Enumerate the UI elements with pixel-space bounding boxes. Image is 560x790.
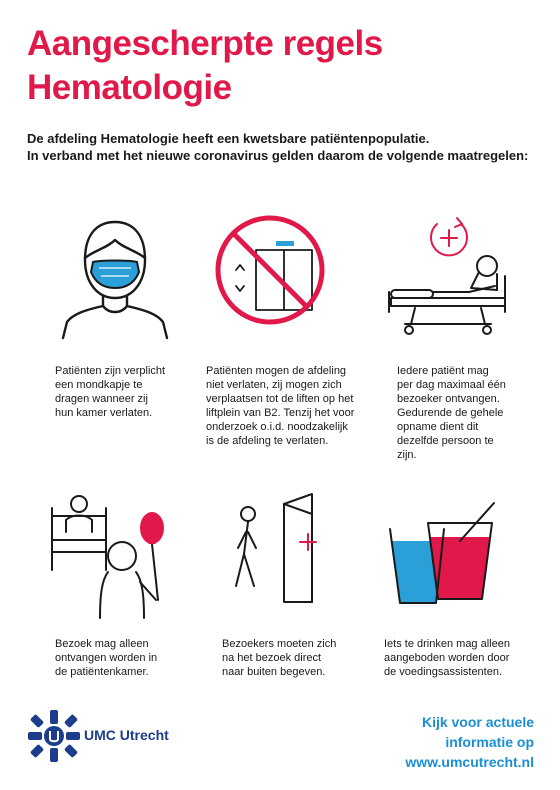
rule-line: Patiënten mogen de afdeling: [206, 365, 347, 377]
rule-line: de patiëntenkamer.: [55, 666, 149, 678]
rule-line: zijn.: [397, 449, 417, 461]
cta-line-2: informatie op: [445, 734, 534, 750]
rule-line: Gedurende de gehele: [397, 407, 504, 419]
rule-line: Iets te drinken mag alleen: [384, 638, 510, 650]
rule-text-leave: [222, 637, 336, 679]
rule-line: liftplein van B2. Tenzij het voor: [206, 407, 355, 419]
rule-line: Iedere patiënt mag: [397, 365, 489, 377]
website-link[interactable]: www.umcutrecht.nl: [405, 754, 534, 770]
visitor-with-balloon-icon: [48, 490, 178, 620]
rule-line: Bezoekers moeten zich: [222, 638, 337, 650]
rule-line: niet verlaten, zij mogen zich: [206, 379, 342, 391]
rule-line: een mondkapje te: [55, 379, 143, 391]
title-line-1: Aangescherpte regels: [27, 24, 383, 63]
rule-line: Bezoek mag alleen: [55, 638, 149, 650]
rule-line: opname dient dit: [397, 421, 479, 433]
rule-line: is de afdeling te verlaten.: [206, 435, 329, 447]
page-title: [27, 22, 383, 110]
rule-line: Patiënten zijn verplicht: [55, 365, 166, 377]
title-line-2: Hematologie: [27, 68, 232, 107]
umc-utrecht-logo-icon: [26, 706, 82, 766]
rule-line: na het bezoek direct: [222, 652, 322, 664]
cta-line-1: Kijk voor actuele: [421, 714, 534, 730]
intro-line-1: De afdeling Hematologie heeft een kwetsbare patiëntenpopulatie.: [27, 131, 430, 146]
rule-line: onderzoek o.i.d. noodzakelijk: [206, 421, 348, 433]
drinks-glasses-icon: [386, 495, 516, 607]
patient-in-bed-icon: [385, 212, 511, 342]
rule-text-elevator: [206, 364, 354, 448]
rule-line: de voedingsassistenten.: [384, 666, 503, 678]
rule-line: per dag maximaal één: [397, 379, 506, 391]
footer-cta: [405, 712, 534, 772]
rule-line: aangeboden worden door: [384, 652, 510, 664]
rule-line: dragen wanneer zij: [55, 393, 148, 405]
rule-line: ontvangen worden in: [55, 652, 158, 664]
person-with-mask-icon: [55, 210, 175, 340]
rule-text-patient-room: [55, 637, 157, 679]
rule-line: bezoeker ontvangen.: [397, 393, 500, 405]
rule-line: hun kamer verlaten.: [55, 407, 153, 419]
logo-text: UMC Utrecht: [84, 727, 169, 743]
rule-line: verplaatsen tot de liften op het: [206, 393, 354, 405]
no-elevator-icon: [212, 212, 328, 328]
rule-text-one-visitor: [397, 364, 506, 462]
rule-text-drinks: [384, 637, 510, 679]
intro-line-2: In verband met het nieuwe coronavirus gelden daarom de volgende maatregelen:: [27, 148, 529, 163]
person-leaving-door-icon: [222, 490, 332, 610]
rule-text-mask: [55, 364, 165, 420]
intro-text: [27, 130, 547, 164]
rule-line: dezelfde persoon te: [397, 435, 494, 447]
rule-line: naar buiten begeven.: [222, 666, 326, 678]
